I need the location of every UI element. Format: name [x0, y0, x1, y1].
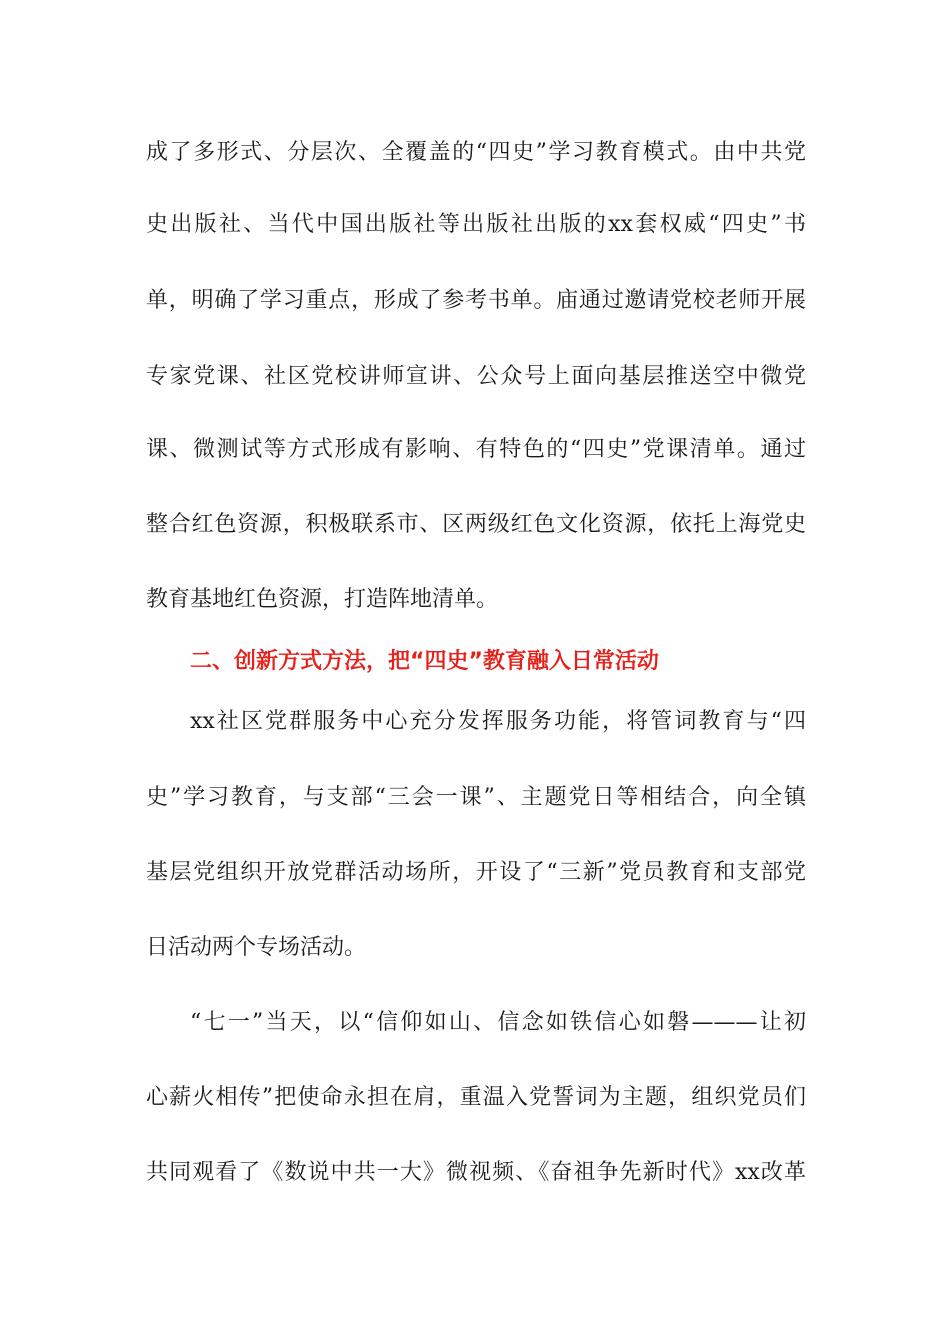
paragraph-2-line-1: xx社区党群服务中心充分发挥服务功能，将管词教育与“四 [190, 709, 806, 734]
paragraph-3-line-3: 共同观看了《数说中共一大》微视频、《奋祖争先新时代》xx改革 [146, 1160, 806, 1185]
section-heading: 二、创新方式方法，把“四史”教育融入日常活动 [190, 649, 659, 674]
paragraph-1-line-7: 教育基地红色资源，打造阵地清单。 [146, 587, 499, 612]
paragraph-2-line-2: 史”学习教育，与支部“三会一课”、主题党日等相结合，向全镇 [146, 785, 806, 810]
paragraph-1-line-2: 史出版社、当代中国出版社等出版社出版的xx套权威“四史”书 [146, 212, 806, 237]
paragraph-2-line-4: 日活动两个专场活动。 [146, 935, 367, 960]
paragraph-3-line-1: “七一”当天，以“信仰如山、信念如铁信心如磐———让初 [190, 1010, 806, 1035]
paragraph-1-line-1: 成了多形式、分层次、全覆盖的“四史”学习教育模式。由中共党 [146, 140, 806, 165]
paragraph-1-line-5: 课、微测试等方式形成有影响、有特色的“四史”党课清单。通过 [146, 437, 806, 462]
paragraph-3-line-2: 心薪火相传”把使命永担在肩，重温入党誓词为主题，组织党员们 [146, 1085, 806, 1110]
paragraph-2-line-3: 基层党组织开放党群活动场所，开设了“三新”党员教育和支部党 [146, 860, 806, 885]
paragraph-1-line-6: 整合红色资源，积极联系市、区两级红色文化资源，依托上海党史 [146, 512, 806, 537]
paragraph-1-line-3: 单，明确了学习重点，形成了参考书单。庙通过邀请党校老师开展 [146, 288, 806, 313]
paragraph-1-line-4: 专家党课、社区党校讲师宣讲、公众号上面向基层推送空中微党 [146, 364, 806, 389]
